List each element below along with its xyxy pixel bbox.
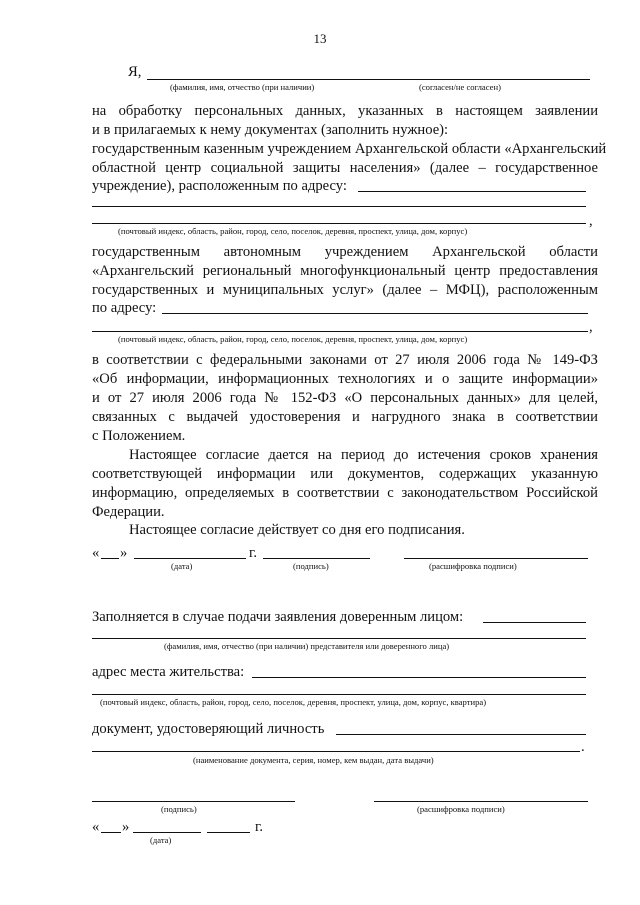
signature-decode-caption: (расшифровка подписи) xyxy=(429,561,517,571)
p2-line-1: государственным автономным учреждением Архангельской области xyxy=(92,244,598,260)
mfc-address-line-1[interactable] xyxy=(162,313,588,314)
signature-caption: (подпись) xyxy=(293,561,329,571)
p3-line-5: с Положением. xyxy=(92,428,186,444)
date-month-line[interactable] xyxy=(134,558,246,559)
date2-day-line[interactable] xyxy=(101,832,121,833)
date-day-line[interactable] xyxy=(101,558,119,559)
proxy-fio-line-1[interactable] xyxy=(483,622,586,623)
gov-address-caption: (почтовый индекс, область, район, город, село, поселок, деревня, проспект, улица, дом, корпус) xyxy=(118,226,468,236)
proxy-fio-caption: (фамилия, имя, отчество (при наличии) представителя или доверенного лица) xyxy=(164,641,450,651)
date2-month-line[interactable] xyxy=(133,832,201,833)
p4-line-3: информацию, определяемых в соответствии с законодательством Российской xyxy=(92,485,598,501)
date2-close-quote: » xyxy=(122,819,130,835)
proxy-signature-decode-caption: (расшифровка подписи) xyxy=(417,804,505,814)
p1-line-5: учреждение), расположенным по адресу: xyxy=(92,178,347,194)
fio-caption: (фамилия, имя, отчество (при наличии) xyxy=(170,82,315,92)
period: . xyxy=(581,739,585,755)
date-caption: (дата) xyxy=(171,561,193,571)
residence-label: адрес места жительства: xyxy=(92,664,245,680)
proxy-fio-line-2[interactable] xyxy=(92,638,586,639)
page-number: 13 xyxy=(313,31,327,46)
gov-address-line-2[interactable] xyxy=(92,206,586,207)
p1-line-4: областной центр социальной защиты населения» (далее – государственное xyxy=(92,160,598,176)
p3-line-3: и от 27 июля 2006 года № 152-ФЗ «О персональных данных» для целей, xyxy=(92,390,598,406)
proxy-label: Заполняется в случае подачи заявления доверенным лицом: xyxy=(92,609,464,625)
p1-line-2: и в прилагаемых к нему документах (заполнить нужное): xyxy=(92,122,449,138)
p2-line-4: по адресу: xyxy=(92,300,157,316)
p3-line-2: «Об информации, информационных технологиях и о защите информации» xyxy=(92,371,598,387)
mfc-address-caption: (почтовый индекс, область, район, город, село, поселок, деревня, проспект, улица, дом, корпус) xyxy=(118,334,468,344)
consent-caption: (согласен/не согласен) xyxy=(419,82,501,92)
p1-line-1: на обработку персональных данных, указанных в настоящем заявлении xyxy=(92,103,598,119)
id-doc-label: документ, удостоверяющий личность xyxy=(92,721,325,737)
mfc-address-line-2[interactable] xyxy=(92,331,588,332)
date2-caption: (дата) xyxy=(150,835,172,845)
proxy-signature-line[interactable] xyxy=(92,801,295,802)
ya-label: Я, xyxy=(128,64,142,80)
proxy-signature-caption: (подпись) xyxy=(161,804,197,814)
p3-line-1: в соответствии с федеральными законами от 27 июля 2006 года № 149-ФЗ xyxy=(92,352,598,368)
p4-line-2: соответствующей информации или документов, содержащих указанную xyxy=(92,466,598,482)
date2-open-quote: « xyxy=(92,819,100,835)
gov-address-line-1[interactable] xyxy=(358,191,586,192)
gov-address-line-3[interactable] xyxy=(92,223,586,224)
p3-line-4: связанных с выдачей удостоверения и нагрудного знака в соответствии xyxy=(92,409,598,425)
proxy-signature-decode-line[interactable] xyxy=(374,801,588,802)
p2-line-3: государственных и муниципальных услуг» (далее – МФЦ), расположенным xyxy=(92,282,598,298)
p4-line-1: Настоящее согласие дается на период до истечения сроков хранения xyxy=(129,447,598,463)
date2-year-line[interactable] xyxy=(207,832,250,833)
p5-text: Настоящее согласие действует со дня его подписания. xyxy=(129,522,465,538)
residence-line-2[interactable] xyxy=(92,694,586,695)
comma-1: , xyxy=(589,213,593,229)
residence-line-1[interactable] xyxy=(252,677,586,678)
fio-line[interactable] xyxy=(147,79,590,80)
id-doc-line-1[interactable] xyxy=(336,734,586,735)
date-open-quote: « xyxy=(92,545,100,561)
date-close-quote: » xyxy=(120,545,128,561)
signature-line[interactable] xyxy=(263,558,370,559)
p1-line-3: государственным казенным учреждением Архангельской области «Архангельский xyxy=(92,141,607,157)
id-doc-line-2[interactable] xyxy=(92,751,580,752)
year-suffix: г. xyxy=(249,545,257,561)
p4-line-4: Федерации. xyxy=(92,504,165,520)
comma-2: , xyxy=(589,319,593,335)
id-doc-caption: (наименование документа, серия, номер, кем выдан, дата выдачи) xyxy=(193,755,434,765)
signature-decode-line[interactable] xyxy=(404,558,588,559)
date2-year-suffix: г. xyxy=(255,819,263,835)
residence-caption: (почтовый индекс, область, район, город, село, поселок, деревня, проспект, улица, дом, корпус, квартира) xyxy=(100,697,487,707)
p2-line-2: «Архангельский региональный многофункциональный центр предоставления xyxy=(92,263,598,279)
